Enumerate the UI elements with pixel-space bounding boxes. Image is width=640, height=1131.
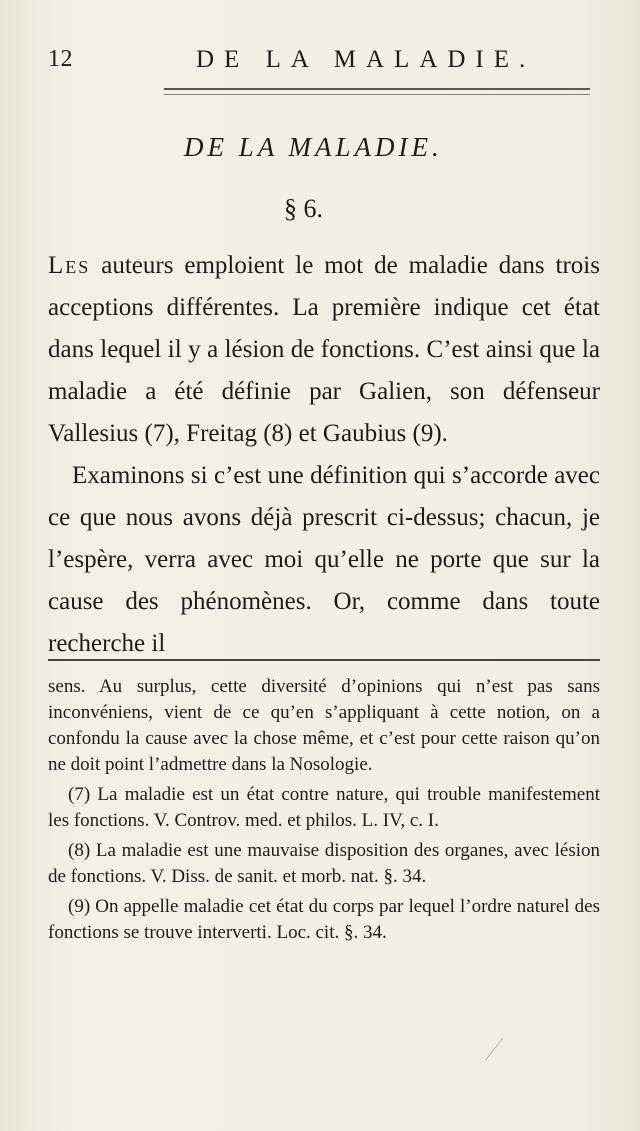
- running-head-title: DE LA MALADIE.: [196, 46, 536, 73]
- footnote-8: (8) La maladie est une mauvaise disposition des organes, avec lésion de fonctions. V. Diss. de sanit. et morb. nat. §. 34.: [48, 840, 600, 887]
- header-rule-secondary: [164, 94, 590, 95]
- main-text: [48, 245, 600, 665]
- ink-mark: [485, 1038, 516, 1071]
- running-head: [48, 46, 620, 80]
- footnote-7: (7) La maladie est un état contre nature, qui trouble manifestement les fonctions. V. Controv. med. et philos. L. IV, c. I.: [48, 784, 600, 831]
- header-rule: [164, 88, 590, 90]
- paragraph-1-text: auteurs emploient le mot de maladie dans trois acceptions différentes. La première indique cet état dans lequel il y a lésion de fonctions. C’est ainsi que la maladie a été définie par Galien, son défenseur Vallesius (7), Freitag (8) et Gaubius (9).: [48, 252, 600, 447]
- footnote-9: (9) On appelle maladie cet état du corps par lequel l’ordre naturel des fonctions se trouve interverti. Loc. cit. §. 34.: [48, 896, 600, 943]
- chapter-title: DE LA MALADIE.: [184, 132, 443, 162]
- paragraph-1: [48, 245, 600, 455]
- footnotes: [48, 674, 600, 946]
- section-number: § 6.: [284, 194, 323, 223]
- footnote-continued: sens. Au surplus, cette diversité d’opinions qui n’est pas sans inconvéniens, vient de ce qu’en s’appliquant à cette notion, on a confondu la cause avec la chose même, et c’est pour cette raison qu’on ne doit point l’admettre dans la Nosologie.: [48, 676, 600, 775]
- page-number: 12: [48, 46, 73, 72]
- first-word: Les: [48, 252, 91, 279]
- footnote-rule: [48, 659, 600, 661]
- paragraph-2: Examinons si c’est une définition qui s’accorde avec ce que nous avons déjà prescrit ci-dessus; chacun, je l’espère, verra avec moi qu’elle ne porte que sur la cause des phénomènes. Or, comme dans toute recherche il: [48, 462, 600, 657]
